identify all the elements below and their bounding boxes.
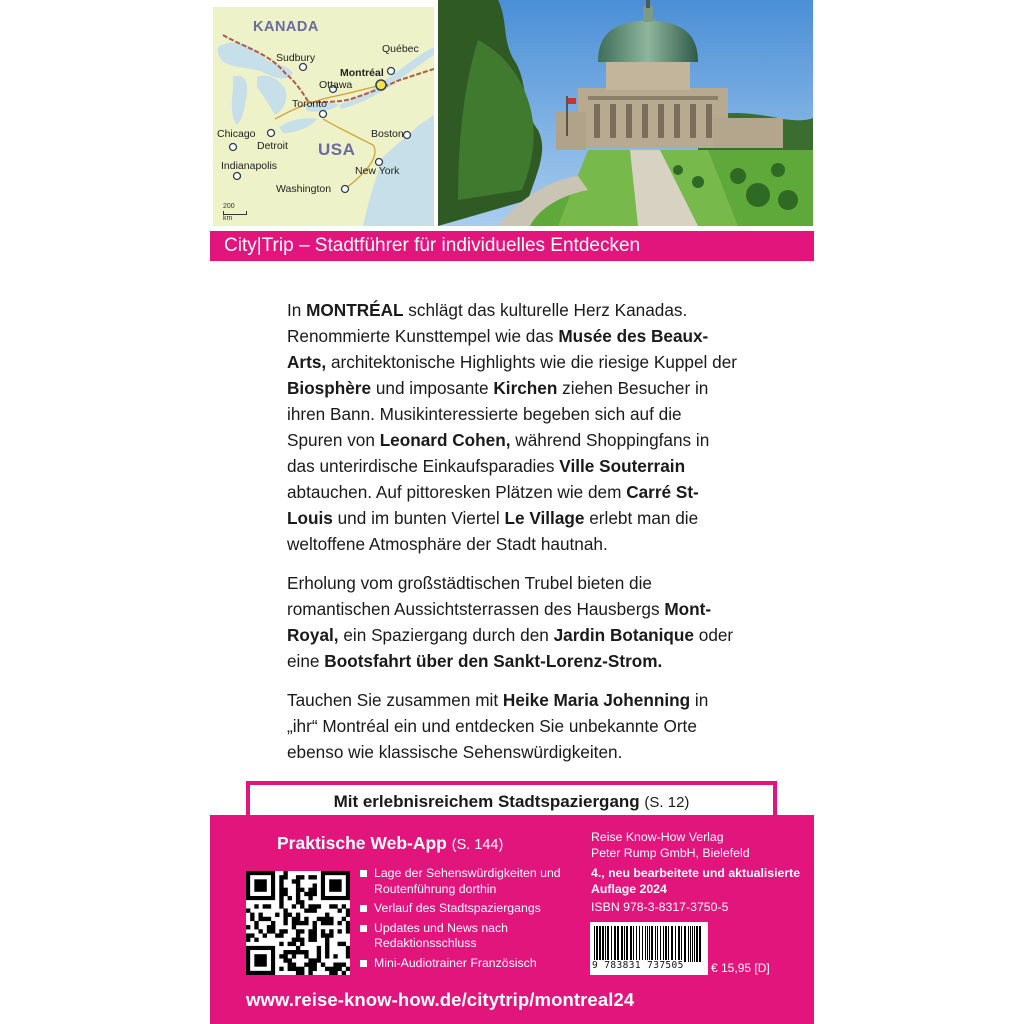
barcode-digits: 9 783831 737505: [592, 960, 684, 971]
bullet-icon: [360, 905, 367, 912]
map-city-montreal: Montréal: [340, 67, 384, 79]
map-city-new-york: New York: [355, 165, 400, 177]
isbn: ISBN 978-3-8317-3750-5: [591, 900, 729, 914]
description-paragraph-2: Erholung vom großstädtischen Trubel bieten die romantischen Aussichtsterrassen des Hausbergs Mont-Royal, ein Spaziergang durch den Jardin Botanique oder eine Bootsfahrt über den Sankt-Lorenz-Strom.: [287, 573, 734, 671]
qr-code-graphic: [246, 871, 350, 975]
city-walk-label: Mit erlebnisreichem Stadtspaziergang: [333, 792, 640, 811]
map-city-sudbury: Sudbury: [276, 52, 316, 64]
series-banner: City|Trip – Stadtführer für individuelles Entdecken: [210, 231, 814, 261]
feature-list: [360, 866, 570, 975]
description-paragraph-1: In MONTRÉAL schlägt das kulturelle Herz Kanadas. Renommierte Kunsttempel wie das Musée des Beaux-Arts, architektonische Highlights wie die riesige Kuppel der Biosphère und imposante Kirchen ziehen Besucher in ihren Bann. Musikinteressierte begeben sich auf die Spuren von Leonard Cohen, während Shoppingfans in das unterirdische Einkaufsparadies Ville Souterrain abtauchen. Auf pittoresken Plätzen wie dem Carré St-Louis und im bunten Viertel Le Village erlebt man die weltoffene Atmosphäre der Stadt hautnah.: [287, 300, 737, 554]
website-link[interactable]: www.reise-know-how.de/citytrip/montreal24: [246, 989, 635, 1010]
webapp-title-label: Praktische Web-App: [277, 833, 447, 853]
bullet-icon: [360, 870, 367, 877]
feature-text: Mini-Audiotrainer Französisch: [374, 955, 537, 970]
feature-text: Updates und News nach Redaktionsschluss: [374, 920, 508, 950]
publisher-name: Reise Know-How Verlag: [591, 830, 724, 844]
map-city-quebec: Québec: [382, 43, 419, 55]
map-city-detroit: Detroit: [257, 140, 288, 152]
webapp-title: [277, 833, 503, 854]
feature-item: [360, 866, 570, 897]
map-city-boston: Boston: [371, 128, 404, 140]
feature-item: [360, 901, 570, 917]
bullet-icon: [360, 960, 367, 967]
city-walk-callout: [246, 781, 777, 817]
edition-info: 4., neu bearbeitete und aktualisierte Auflage 2024: [591, 866, 801, 896]
map-label-canada: KANADA: [253, 19, 319, 35]
location-map: [213, 7, 434, 226]
description-paragraph-3: Tauchen Sie zusammen mit Heike Maria Johenning in „ihr“ Montréal ein und entdecken Sie unbekannte Orte ebenso wie klassische Sehenswürdigkeiten.: [287, 690, 709, 762]
map-label-usa: USA: [318, 140, 356, 159]
feature-text: Lage der Sehenswürdigkeiten und Routenführung dorthin: [374, 866, 561, 896]
oratoire-photo: [438, 0, 813, 226]
bullet-icon: [360, 925, 367, 932]
map-scale: [223, 203, 247, 222]
city-walk-page-ref: (S. 12): [644, 794, 690, 811]
map-city-washington: Washington: [276, 183, 332, 195]
feature-item: [360, 921, 570, 952]
map-city-chicago: Chicago: [217, 128, 256, 140]
webapp-page-ref: (S. 144): [451, 837, 504, 853]
feature-text: Verlauf des Stadtspaziergangs: [374, 901, 541, 915]
map-city-indianapolis: Indianapolis: [221, 160, 278, 172]
map-scale-unit: km: [223, 215, 233, 222]
map-scale-value: 200: [223, 203, 235, 210]
publisher-company: Peter Rump GmbH, Bielefeld: [591, 845, 750, 860]
price: € 15,95 [D]: [711, 961, 770, 975]
map-city-ottawa: Ottawa: [319, 79, 353, 91]
photo-graphic: [438, 0, 813, 226]
qr-code[interactable]: [246, 871, 350, 975]
publisher-info: [591, 830, 801, 916]
map-city-toronto: Toronto: [292, 98, 328, 110]
info-panel: [210, 815, 814, 1024]
description-text: [287, 297, 737, 778]
feature-item: [360, 956, 570, 972]
